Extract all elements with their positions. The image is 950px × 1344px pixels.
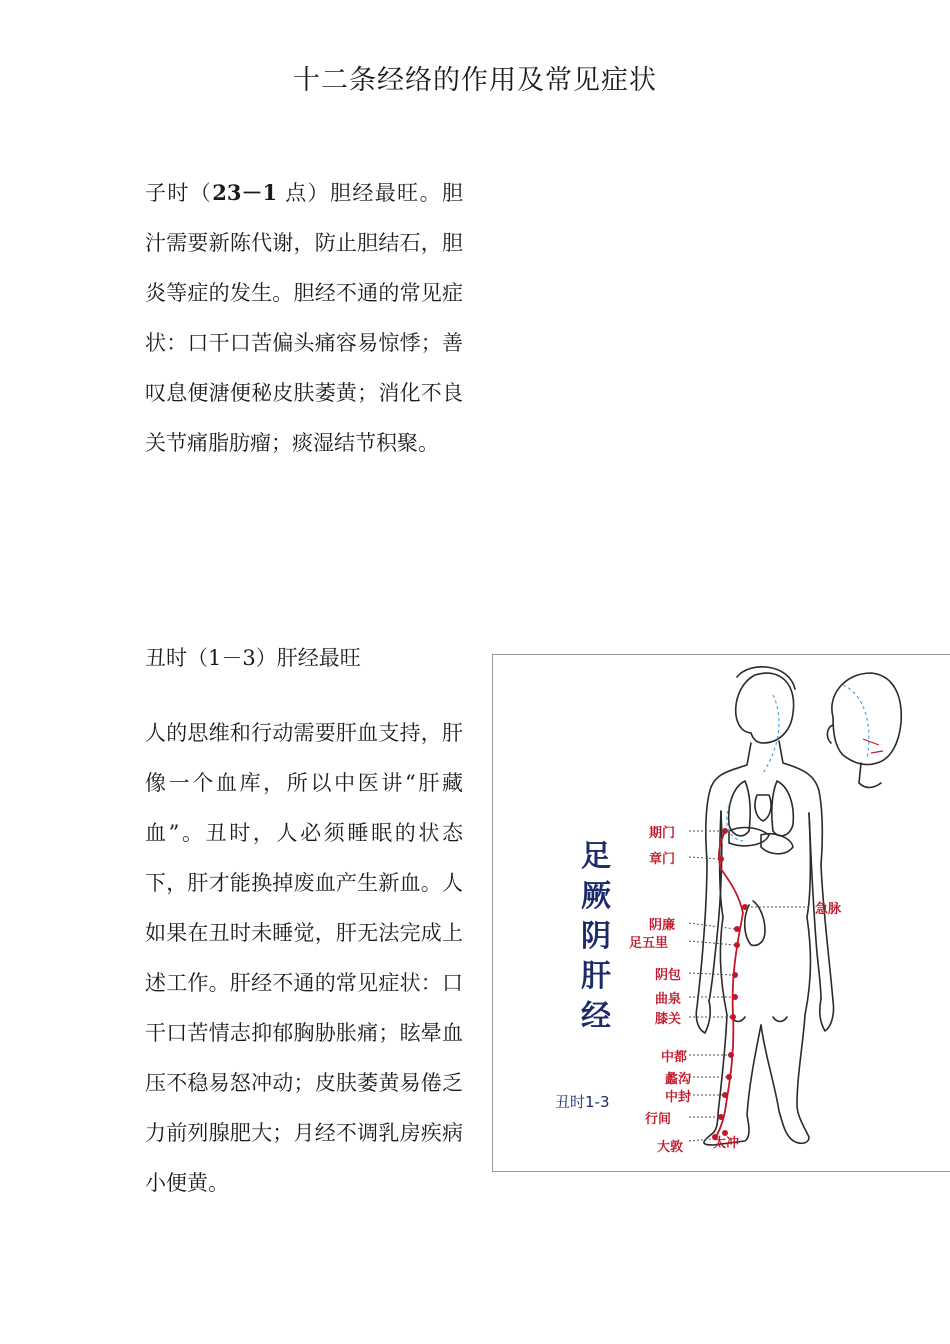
point-label-taichong: 太冲 xyxy=(713,1136,740,1151)
section-gallbladder-paragraph xyxy=(145,168,463,468)
point-label-xiguan: 膝关 xyxy=(655,1012,682,1027)
point-label-zhongdu: 中都 xyxy=(661,1050,688,1065)
para-body: 点）胆经最旺。胆汁需要新陈代谢，防止胆结石，胆炎等症的发生。胆经不通的常见症状：口干口苦偏头痛容易惊悸；善叹息便溏便秘皮肤萎黄；消化不良关节痛脂肪瘤；痰湿结节积聚。 xyxy=(145,181,463,455)
figure-title-char: 阴 xyxy=(581,919,611,954)
point-label-zhangmen: 章门 xyxy=(649,852,676,867)
figure-title-char: 肝 xyxy=(581,959,611,994)
figure-title-char: 足 xyxy=(581,839,611,874)
figure-title-char: 厥 xyxy=(581,879,611,914)
point-label-jimai: 急脉 xyxy=(815,902,842,917)
section-liver-paragraph: 人的思维和行动需要肝血支持，肝像一个血库，所以中医讲“肝藏血”。丑时，人必须睡眠的状态下，肝才能换掉废血产生新血。人如果在丑时未睡觉，肝无法完成上述工作。肝经不通的常见症状：口干口苦情志抑郁胸胁胀痛；眩晕血压不稳易怒冲动；皮肤萎黄易倦乏力前列腺肥大；月经不调乳房疾病小便黄。 xyxy=(145,721,463,1195)
point-label-zhongfeng: 中封 xyxy=(665,1090,692,1105)
liver-meridian-figure xyxy=(492,654,950,1172)
figure-time-label: 丑时1-3 xyxy=(555,1093,610,1111)
figure-title-char: 经 xyxy=(581,999,611,1034)
point-label-dadun: 大敦 xyxy=(657,1140,684,1155)
point-label-yinlian: 阴廉 xyxy=(649,918,676,933)
point-label-xingjian: 行间 xyxy=(645,1112,672,1127)
section-liver-heading: 丑时（1－3）肝经最旺 xyxy=(145,646,361,670)
para-prefix: 子时（ xyxy=(145,181,213,205)
point-label-ququan: 曲泉 xyxy=(655,992,682,1007)
point-label-qimen: 期门 xyxy=(649,826,676,841)
point-label-yinbao: 阴包 xyxy=(655,968,682,983)
point-label-ligou: 蠡沟 xyxy=(665,1072,692,1087)
page-title: 十二条经络的作用及常见症状 xyxy=(293,65,657,96)
figure-title xyxy=(571,837,621,1037)
time-range: 23－1 xyxy=(212,180,278,205)
point-label-zuwuli: 足五里 xyxy=(629,936,669,951)
